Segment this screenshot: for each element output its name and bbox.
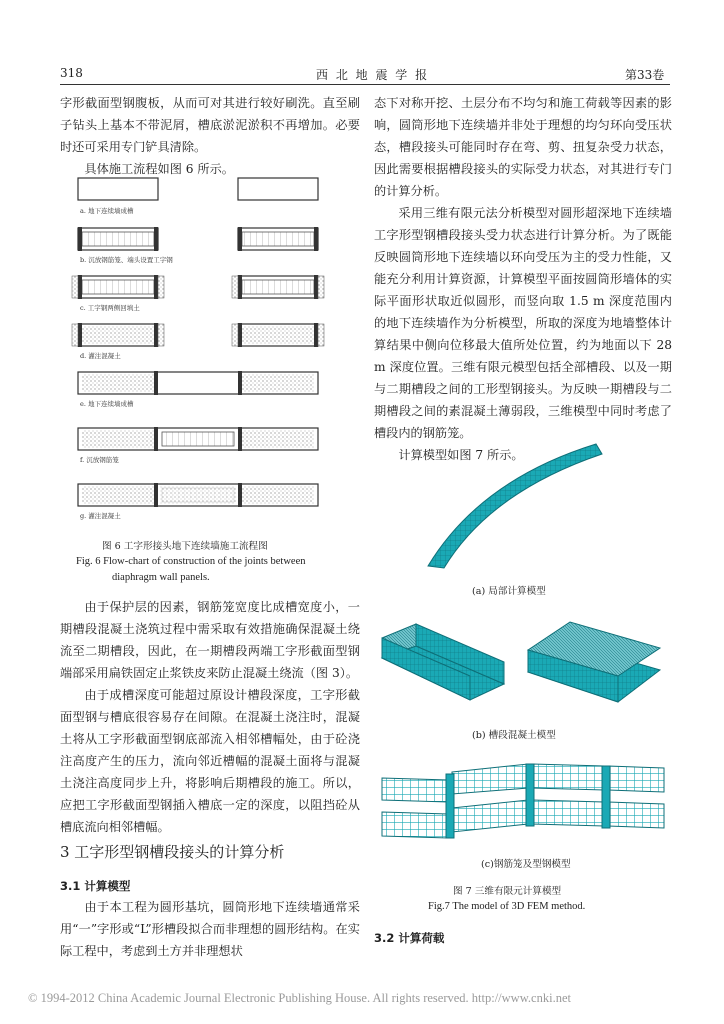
fig6-secondary-cage [162,432,234,446]
fig6-concrete [82,326,154,344]
fig7c-cage [452,800,528,832]
fig6-steel-joint [78,323,82,347]
fig6-primary-concrete [242,374,314,392]
fig6-step-f: f. 沉放钢筋笼 [80,456,119,464]
fig7c-cage [382,778,448,802]
fig7-caption-en: Fig.7 The model of 3D FEM method. [428,901,586,912]
fig6-steel-joint [154,427,158,451]
fig6-steel-joint [314,275,318,299]
fig6-primary-concrete [82,430,154,448]
fig6-cage-right [242,232,314,246]
fig6-steel-joint [314,227,318,251]
fig7a-local-model [420,440,610,570]
fig6-step-c: c. 工字钢两侧回填土 [80,304,140,312]
paragraph: 由于本工程为圆形基坑，圆筒形地下连续墙通常采用“一”字形或“L”形槽段拟合而非理想的圆形结构。在实际工程中，考虑到土方并非理想状 [60,900,360,958]
fig6-backfill [318,324,324,346]
fig6-steel-joint [154,227,158,251]
fig6-primary-concrete [242,486,314,504]
fig6-step-g: g. 灌注混凝土 [80,512,121,520]
paragraph: 采用三维有限元法分析模型对圆形超深地下连续墙工字形型钢槽段接头受力状态进行计算分析。为了既能反映圆筒形地下连续墙以环向受压为主的受力性能，又能充分利用计算资源，计算模型平面按圆筒形墙体的实际平面形状取近似圆形，而竖向取 1.5 m 深度范围内的地下连续墙作为分析模型，所取的深度为地墙整体计算结果中侧向位移最大值所处位置，约为地面以下 28 m 深度位置。三维有限元模型包括全部槽段、以及一期与二期槽段之间的工形型钢接头。为反映一期槽段与二期槽段之间的素混凝土薄弱段，三维模型中同时考虑了槽段内的钢筋笼。 [374,206,672,440]
fig7c-cage [608,766,664,792]
fig7b-caption: (b) 槽段混凝土模型 [472,730,556,741]
fig6-secondary-concrete [160,486,236,504]
fig6-steel-joint [154,371,158,395]
header-rule [60,84,670,85]
volume-label: 第33卷 [625,68,665,82]
fig6-steel-joint [154,483,158,507]
fig6-steel-joint [154,323,158,347]
fig7c-cage [452,764,528,794]
paragraph: 由于保护层的因素，钢筋笼宽度比成槽宽度小，一期槽段混凝土浇筑过程中需采取有效措施确保混凝土绕流至二期槽段，因此，在一期槽段两端工字形截面型钢端部采用扁铁固定止浆铁皮来防止混凝土绕流（图 3）。 [60,600,360,680]
fig6-step-d: d. 灌注混凝土 [80,352,121,360]
fig6-steel-joint [238,371,242,395]
fig6-trench-right [238,178,318,200]
right-column-text [374,92,672,466]
fig7a-wall-band [428,444,602,568]
fig6-steel-joint [238,275,242,299]
fig6-backfill [72,276,78,298]
fig6-backfill [318,276,324,298]
fig7a-caption: (a) 局部计算模型 [472,586,546,597]
fig7c-steel-joint [602,766,610,828]
fig6-backfill [158,276,164,298]
fig7b-concrete-model [378,610,668,710]
fig7c-cage-model [378,752,668,852]
paragraph: 计算模型如图 7 所示。 [398,448,524,462]
fig6-backfill [72,324,78,346]
fig7c-cage [532,800,604,826]
left-column-top [60,92,360,180]
paragraph: 字形截面型钢腹板，从而可对其进行较好刷洗。直至刷子钻头上基本不带泥屑，槽底淤泥淤积不再增加。必要时还可采用专门铲具清除。 [60,96,360,154]
fig6-steel-joint [238,323,242,347]
fig6-steel-joint [154,275,158,299]
fig6-step-e: e. 地下连续墙成槽 [80,400,134,408]
fig7c-cage [608,802,664,828]
journal-title: 西 北 地 震 学 报 [316,68,430,82]
fig6-steel-joint [238,483,242,507]
fig7-caption-cn: 图 7 三维有限元计算模型 [453,886,562,897]
section-3-1-title: 3.1 计算模型 [60,879,131,893]
fig6-steel-joint [238,227,242,251]
fig6-primary-concrete [82,374,154,392]
fig6-trench-left [78,178,158,200]
fig6-steel-joint [78,275,82,299]
fig7c-cage [532,764,604,790]
fig6-caption-en-1: Fig. 6 Flow-chart of construction of the joints between [76,556,306,567]
footer-copyright: © 1994-2012 China Academic Journal Electronic Publishing House. All rights reserved. http://www.cnki.net [28,991,571,1005]
fig6-backfill [158,324,164,346]
paragraph: 态下对称开挖、土层分布不均匀和施工荷载等因素的影响，圆筒形地下连续墙并非处于理想的均匀环向受压状态，槽段接头可能同时存在弯、剪、扭复杂受力状态，因此需要根据槽段接头的实际受力状态，对其进行专门的计算分析。 [374,96,672,198]
fig6-cage-left [82,280,154,294]
fig7c-caption: (c)钢筋笼及型钢模型 [481,859,571,870]
fig6-steel-joint [314,323,318,347]
fig6-steel-joint [238,427,242,451]
left-column-bottom [60,596,360,838]
fig6-caption-en-2: diaphragm wall panels. [112,572,210,583]
fig6-backfill [232,276,238,298]
paragraph: 具体施工流程如图 6 所示。 [84,162,234,176]
fig6-concrete [242,326,314,344]
page-number: 318 [60,66,83,80]
fig6-caption-cn: 图 6 工字形接头地下连续墙施工流程图 [102,541,268,552]
fig7c-steel-joint [446,774,454,838]
fig6-cage-left [82,232,154,246]
fig6-step-a: a. 地下连续墙成槽 [80,207,134,215]
fig6-primary-concrete [82,486,154,504]
paragraph: 由于成槽深度可能超过原设计槽段深度，工字形截面型钢与槽底很容易存在间隙。在混凝土浇注时，混凝土将从工字形截面型钢底部流入相邻槽幅处，由于砼浇注高度产生的压力，流向邻近槽幅的混凝土面将与混凝土浇注高度同步上升，将影响后期槽段的施工。所以，应把工字形截面型钢插入槽底一定的深度，以阻挡砼从槽底流向相邻槽幅。 [60,688,360,834]
section-3-2-title: 3.2 计算荷载 [374,931,445,945]
fig6-step-b: b. 沉放钢筋笼、端头设置工字钢 [80,256,173,264]
fig6-steel-joint [78,227,82,251]
fig6-backfill [232,324,238,346]
fig7c-steel-joint [526,764,534,826]
fig6-primary-concrete [242,430,314,448]
section-3-1-text [60,896,360,962]
fig7c-cage [382,812,448,838]
fig6-cage-right [242,280,314,294]
section-3-title: 3 工字形型钢槽段接头的计算分析 [60,843,285,861]
